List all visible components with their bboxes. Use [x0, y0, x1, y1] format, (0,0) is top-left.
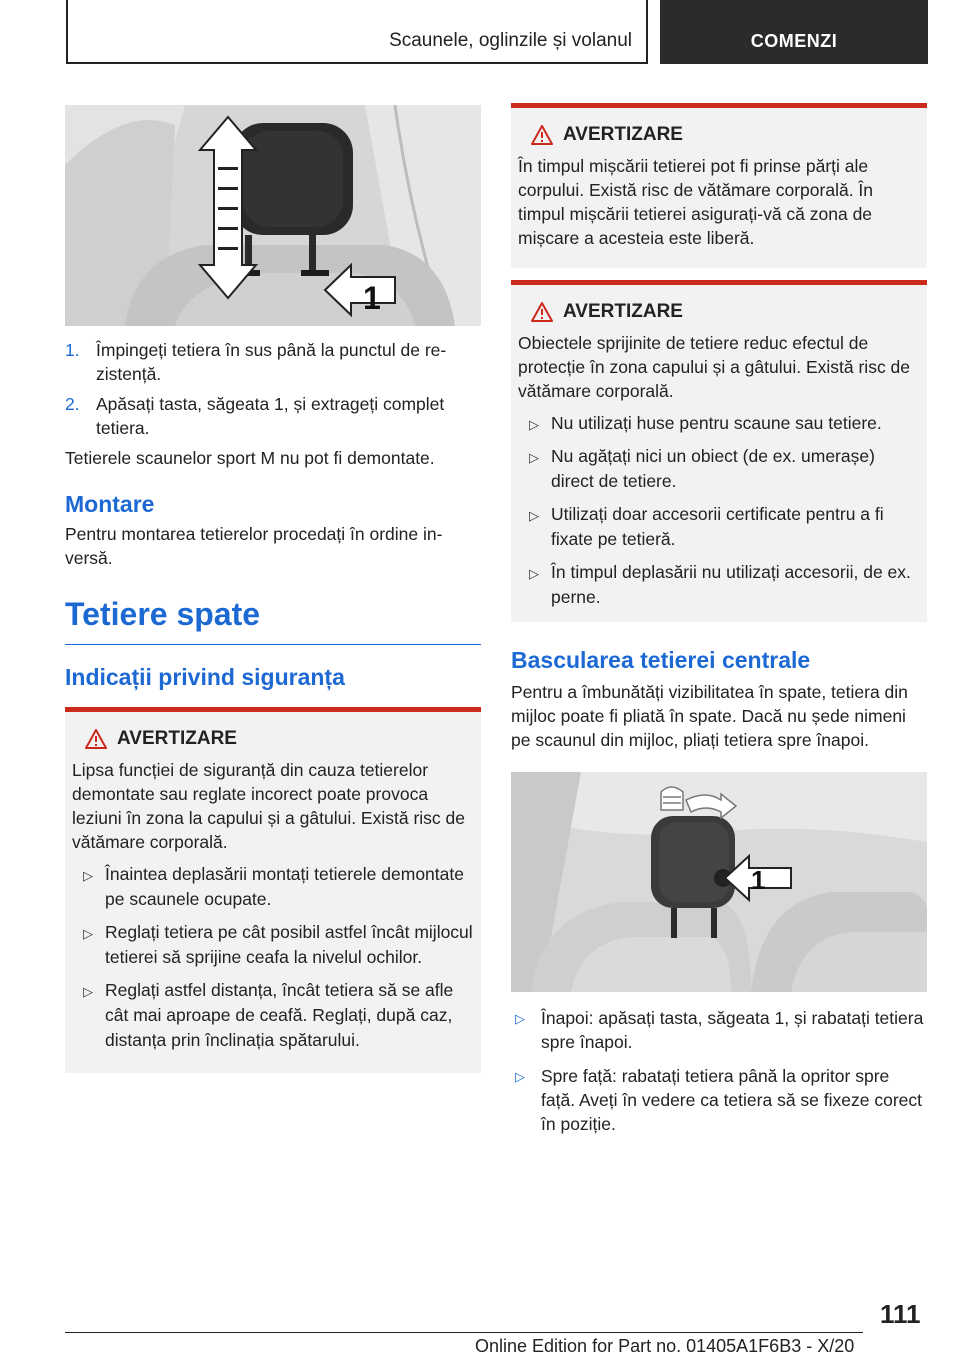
warning-box — [511, 103, 927, 268]
figure-callout: 1 — [363, 280, 381, 316]
warning-box — [65, 707, 481, 1073]
list-item: ▷ Spre față: rabatați tetiera până la opritor spre față. Aveți în vedere ca tetiera să se fixeze corect în poziție. — [515, 1066, 922, 1134]
section-title: Scaunele, oglinzile și volanul — [389, 30, 632, 51]
triangle-bullet-icon: ▷ — [83, 868, 93, 883]
step-number: 1. — [65, 340, 80, 360]
montare-text: Pentru montarea tetierelor procedați în ordine inversă. — [65, 524, 443, 568]
basculare-text: Pentru a îmbunătăți vizibilitatea în spate, tetiera din mijloc poate fi pliată în spate. Dacă nu șede nimeni pe scaunul din mijloc, pliați tetiera spre înapoi. — [511, 682, 908, 750]
triangle-bullet-icon: ▷ — [515, 1069, 525, 1084]
footer-divider — [65, 1332, 863, 1333]
warning-text: În timpul mișcării tetierei pot fi prinse părți ale corpului. Există risc de vătămare corporală. În timpul mișcării tetierei asigurați-vă că zona de mișcare a acesteia este liberă. — [518, 156, 874, 248]
warning-title: AVERTIZARE — [531, 301, 920, 323]
montare-heading: Montare — [65, 491, 155, 517]
warning-triangle-icon — [531, 302, 553, 322]
page-number: 111 — [880, 1299, 921, 1329]
section-heading: Tetiere spate — [65, 596, 261, 632]
triangle-bullet-icon: ▷ — [83, 926, 93, 941]
figure-callout: 1 — [751, 865, 766, 895]
center-headrest-illustration — [511, 772, 927, 992]
warning-triangle-icon — [531, 125, 553, 145]
step-text: Apăsați tasta, săgeata 1, și extrageți complet tetiera. — [96, 394, 445, 438]
triangle-bullet-icon: ▷ — [515, 1011, 525, 1026]
triangle-bullet-icon: ▷ — [83, 984, 93, 999]
list-item: ▷ Nu utilizați huse pentru scaune sau tetiere. — [518, 411, 920, 436]
warning-text: Lipsa funcției de siguranță din cauza tetierelor demontate sau reglate incorect poate provoca leziuni în zona la capului și a gâtului. Există risc de vătămare corporală. — [72, 760, 465, 852]
triangle-bullet-icon: ▷ — [529, 508, 539, 523]
warning-triangle-icon — [85, 729, 107, 749]
warning-box — [511, 280, 927, 622]
warning-title: AVERTIZARE — [85, 728, 474, 750]
right-column — [511, 103, 927, 1146]
chapter-title: COMENZI — [750, 31, 838, 51]
tilt-instructions — [511, 1006, 927, 1136]
list-item — [65, 338, 481, 386]
triangle-bullet-icon: ▷ — [529, 566, 539, 581]
list-item: ▷ Înapoi: apăsați tasta, săgeata 1, și rabatați tetiera spre înapoi. — [515, 1008, 924, 1052]
warning-bullets — [72, 862, 474, 1053]
header-section — [66, 0, 648, 64]
list-item: ▷ Utilizați doar accesorii certificate pentru a fi fixate pe tetieră. — [529, 504, 884, 549]
left-column — [65, 105, 481, 1073]
triangle-bullet-icon: ▷ — [529, 417, 539, 432]
warning-bullets — [518, 411, 920, 610]
removal-steps — [65, 338, 481, 440]
triangle-bullet-icon: ▷ — [529, 450, 539, 465]
list-item: ▷ Nu agățați nici un obiect (de ex. umerașe) direct de tetiere. — [529, 446, 875, 491]
footer-edition: Online Edition for Part no. 01405A1F6B3 - X/20 — [475, 1336, 855, 1356]
list-item — [65, 392, 481, 440]
headrest-removal-illustration — [65, 105, 481, 326]
sport-seat-note: Tetierele scaunelor sport M nu pot fi demontate. — [65, 448, 435, 468]
list-item: ▷ Reglați astfel distanța, încât tetiera să se afle cât mai aproape de ceafă. Reglați, după caz, distanța prin înclinația spătarului. — [83, 980, 454, 1050]
header-chapter-tab[interactable] — [660, 0, 928, 64]
list-item: ▷ Înaintea deplasării montați tetierele demontate pe scaunele ocupate. — [83, 864, 464, 909]
list-item: ▷ Reglați tetiera pe cât posibil astfel încât mijlocul tetierei să sprijine ceafa la nivelul ochilor. — [83, 922, 473, 967]
step-number: 2. — [65, 394, 80, 414]
safety-heading: Indicații privind siguranța — [65, 664, 345, 690]
list-item: ▷ În timpul deplasării nu utilizați accesorii, de ex. perne. — [529, 562, 911, 607]
step-text: Împingeți tetiera în sus până la punctul de rezistență. — [96, 340, 447, 384]
basculare-heading: Bascularea tetierei centrale — [511, 647, 811, 673]
warning-text: Obiectele sprijinite de tetiere reduc efectul de protecție în zona capului și a gâtului. Există risc de vătămare corporală. — [518, 333, 911, 401]
warning-title: AVERTIZARE — [531, 124, 920, 146]
